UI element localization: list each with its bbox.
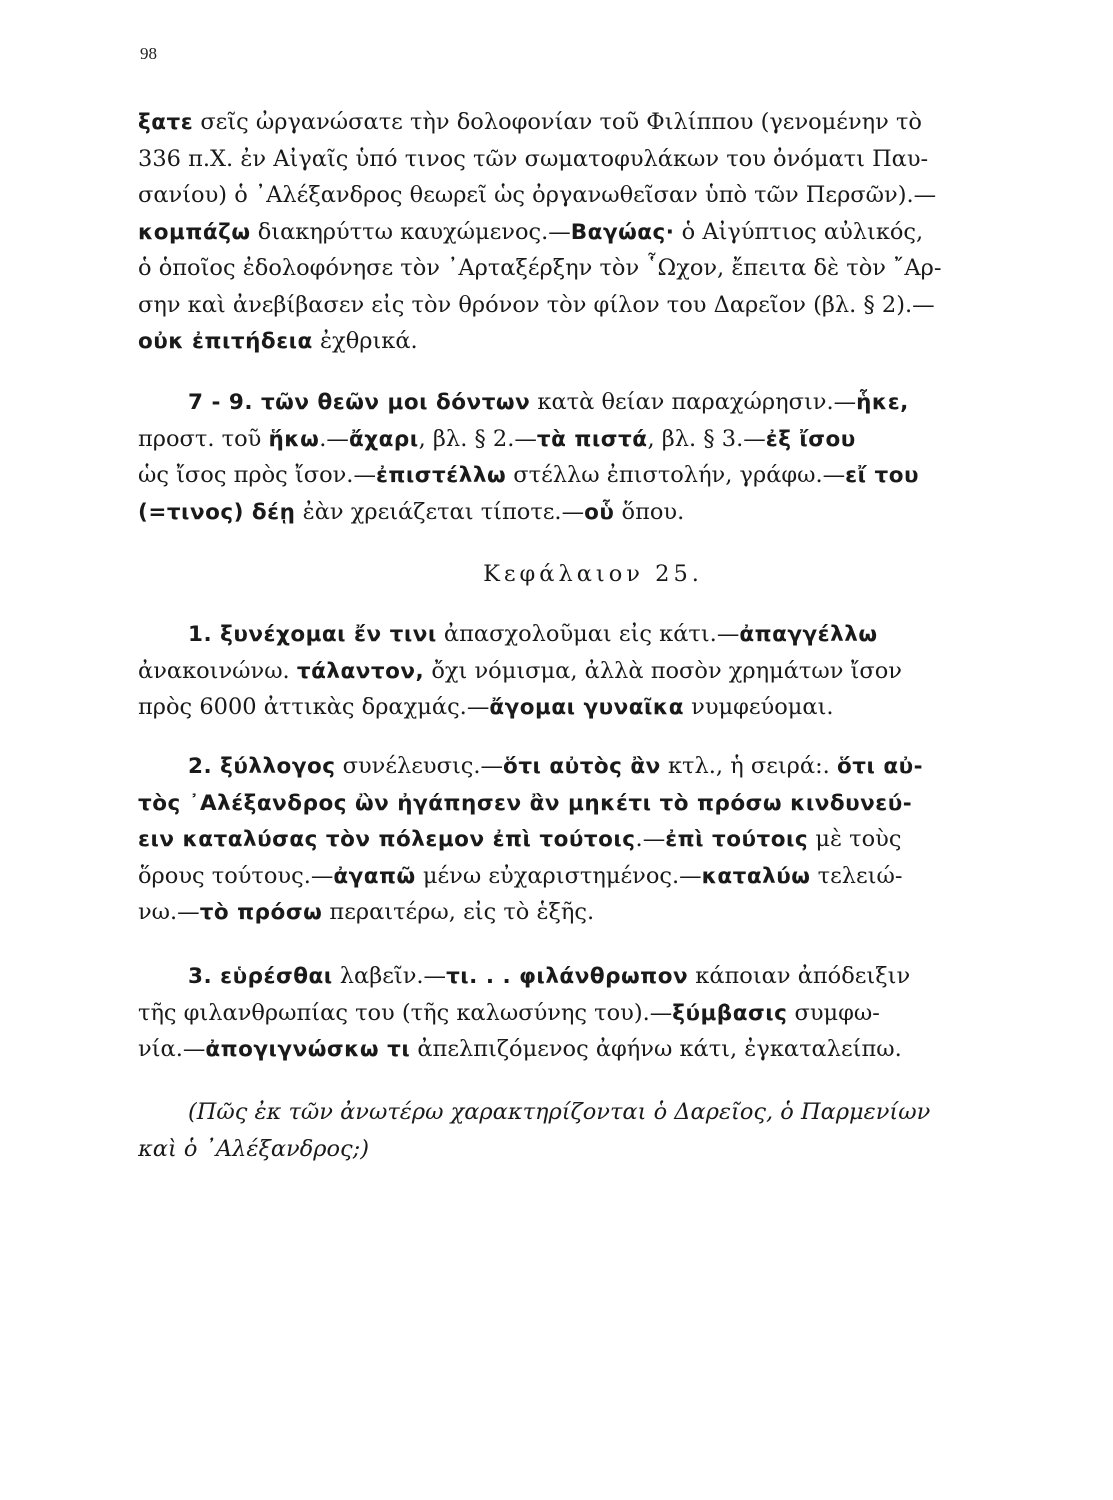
bold-term: ἀπογιγνώσκω τι xyxy=(205,1037,411,1062)
text-line xyxy=(138,858,1048,895)
bold-term: 1. ξυνέχομαι ἔν τινι xyxy=(188,622,437,647)
bold-term: ἀγαπῶ xyxy=(333,863,416,889)
text-line xyxy=(138,384,1048,421)
text-run: μὲ τοὺς xyxy=(808,826,902,852)
text-run: ἀπελπιζόμενος ἀφήνω κάτι, ἐγκαταλείπω. xyxy=(410,1036,902,1062)
text-line xyxy=(138,141,1048,178)
text-run: ὁ Αἰγύπτιος αὐλικός, xyxy=(674,218,924,245)
text-line xyxy=(138,177,1048,214)
text-line xyxy=(138,616,1048,653)
text-run: ὄχι νόμισμα, ἀλλὰ ποσὸν χρημάτων ἴσον xyxy=(424,657,902,684)
text-run: , βλ. § 3.— xyxy=(647,425,766,452)
bold-term: εἴ του xyxy=(845,463,920,488)
text-line xyxy=(138,689,1048,726)
text-run: νω.— xyxy=(138,899,200,925)
text-line xyxy=(138,995,1048,1032)
bold-term: καταλύω xyxy=(701,863,811,889)
text-run: κάποιαν ἀπόδειξιν xyxy=(688,963,911,989)
bold-term: τὰ πιστά xyxy=(536,426,648,452)
text-line xyxy=(138,821,1048,858)
paragraph-note-2 xyxy=(138,748,1048,931)
bold-term: οὐκ ἐπιτήδεια xyxy=(138,329,313,354)
bold-term: ἀπαγγέλλω xyxy=(739,622,878,647)
text-line xyxy=(138,748,1048,785)
text-run: στέλλω ἐπιστολήν, γράφω.— xyxy=(506,462,846,488)
paragraph-note-1 xyxy=(138,616,1048,726)
text-line xyxy=(138,287,1048,324)
text-line xyxy=(138,457,1048,494)
text-run: ἐχθρικά. xyxy=(312,328,418,354)
text-line xyxy=(138,1031,1048,1068)
text-line xyxy=(138,785,1048,822)
text-run: κτλ., ἡ σειρά:. xyxy=(660,753,837,779)
bold-term: τὸς ᾿Αλέξανδρος ὢν ἠγάπησεν ἂν μηκέτι τὸ πρόσω κινδυνεύ- xyxy=(138,790,913,816)
text-line xyxy=(138,104,1048,141)
bold-term: (=τινος) δέῃ xyxy=(138,499,296,525)
text-run: τῆς φιλανθρωπίας του (τῆς καλωσύνης του).— xyxy=(138,999,673,1026)
text-run: ὅρους τούτους.— xyxy=(138,862,334,889)
paragraph-note-3 xyxy=(138,958,1048,1068)
bold-term: 3. εὑρέσθαι xyxy=(188,964,333,989)
bold-term: ἧκε, xyxy=(856,390,909,415)
text-run: νυμφεύομαι. xyxy=(683,694,834,720)
bold-term: ειν καταλύσας τὸν πόλεμον ἐπὶ τούτοις xyxy=(138,827,636,852)
bold-term: ἥκω xyxy=(268,426,320,452)
text-run: σην καὶ ἀνεβίβασεν εἰς τὸν θρόνον τὸν φίλον του Δαρεῖον (βλ. § 2).— xyxy=(138,291,935,318)
text-run: συμφω- xyxy=(787,999,880,1026)
page-number: 98 xyxy=(140,44,157,63)
text-run: σεῖς ὠργανώσατε τὴν δολοφονίαν τοῦ Φιλίππου (γενομένην τὸ xyxy=(193,109,922,135)
bold-term: ἄγομαι γυναῖκα xyxy=(489,695,684,720)
text-run: .— xyxy=(635,826,666,852)
bold-term: οὗ xyxy=(584,499,615,525)
text-run: ὁ ὁποῖος ἐδολοφόνησε τὸν ᾿Αρταξέρξην τὸν ῟Ωχον, ἔπειτα δὲ τὸν ῎Αρ- xyxy=(138,255,942,281)
bold-term: ὅτι αὐ- xyxy=(836,754,924,779)
chapter-heading-block xyxy=(138,556,1048,593)
text-run: ὡς ἴσος πρὸς ἴσον.— xyxy=(138,462,376,488)
text-line xyxy=(138,494,1048,531)
paragraph-continuation xyxy=(138,104,1048,360)
bold-term: ἐπιστέλλω xyxy=(375,463,507,488)
bold-term: ἐπὶ τούτοις xyxy=(665,827,809,852)
text-line xyxy=(138,250,1048,287)
bold-term: ὅτι αὐτὸς ἂν xyxy=(503,754,661,779)
bold-term: τι. . . φιλάνθρωπον xyxy=(446,964,689,989)
text-run: προστ. τοῦ xyxy=(138,425,269,452)
text-run: 336 π.Χ. ἐν Αἰγαῖς ὑπό τινος τῶν σωματοφυλάκων του ὀνόματι Παυ- xyxy=(138,145,929,172)
italic-text: καὶ ὁ ᾿Αλέξανδρος;) xyxy=(138,1135,369,1162)
text-run: πρὸς 6000 ἀττικὰς δραχμάς.— xyxy=(138,694,490,720)
bold-term: ἐξ ἴσου xyxy=(765,426,856,452)
text-line xyxy=(138,894,1048,931)
bold-term: ξατε xyxy=(138,110,194,135)
bold-term: Βαγώας· xyxy=(570,219,675,245)
text-run: σανίου) ὁ ᾿Αλέξανδρος θεωρεῖ ὡς ὀργανωθεῖσαν ὑπὸ τῶν Περσῶν).— xyxy=(138,182,937,208)
paragraph-notes-7-9 xyxy=(138,384,1048,530)
text-run: νία.— xyxy=(138,1036,206,1062)
text-run: λαβεῖν.— xyxy=(332,963,447,989)
bold-term: 7 - 9. τῶν θεῶν μοι δόντων xyxy=(188,390,531,415)
text-line xyxy=(138,323,1048,360)
text-run: ὅπου. xyxy=(614,498,685,525)
chapter-heading: Κεφάλαιον 25. xyxy=(483,561,703,587)
italic-text: (Πῶς ἐκ τῶν ἀνωτέρω χαρακτηρίζονται ὁ Δαρεῖος, ὁ Παρμενίων xyxy=(188,1099,931,1125)
paragraph-question xyxy=(138,1094,1048,1167)
text-run: διακηρύττω καυχώμενος.— xyxy=(250,218,571,245)
text-line xyxy=(138,958,1048,995)
text-run: περαιτέρω, εἰς τὸ ἑξῆς. xyxy=(322,899,595,925)
text-run: ἐὰν χρειάζεται τίποτε.— xyxy=(295,498,585,525)
bold-term: τάλαντον, xyxy=(296,658,425,684)
text-line xyxy=(138,214,1048,251)
text-run: τελειώ- xyxy=(810,862,903,889)
text-run: , βλ. § 2.— xyxy=(418,425,537,452)
text-run: συνέλευσις.— xyxy=(335,753,504,779)
text-line xyxy=(138,653,1048,690)
text-run: κατὰ θείαν παραχώρησιν.— xyxy=(530,389,857,415)
text-line xyxy=(138,421,1048,458)
bold-term: κομπάζω xyxy=(138,219,251,245)
text-run: .— xyxy=(319,425,349,452)
bold-term: ξύμβασις xyxy=(672,1000,788,1026)
text-run: μένω εὐχαριστημένος.— xyxy=(415,862,702,889)
text-line xyxy=(138,1131,1048,1168)
text-run: ἀπασχολοῦμαι εἰς κάτι.— xyxy=(436,621,740,647)
text-run: ἀνακοινώνω. xyxy=(138,657,297,684)
text-line xyxy=(138,1094,1048,1131)
bold-term: ἄχαρι xyxy=(348,426,419,452)
bold-term: τὸ πρόσω xyxy=(199,900,323,925)
bold-term: 2. ξύλλογος xyxy=(188,754,336,779)
